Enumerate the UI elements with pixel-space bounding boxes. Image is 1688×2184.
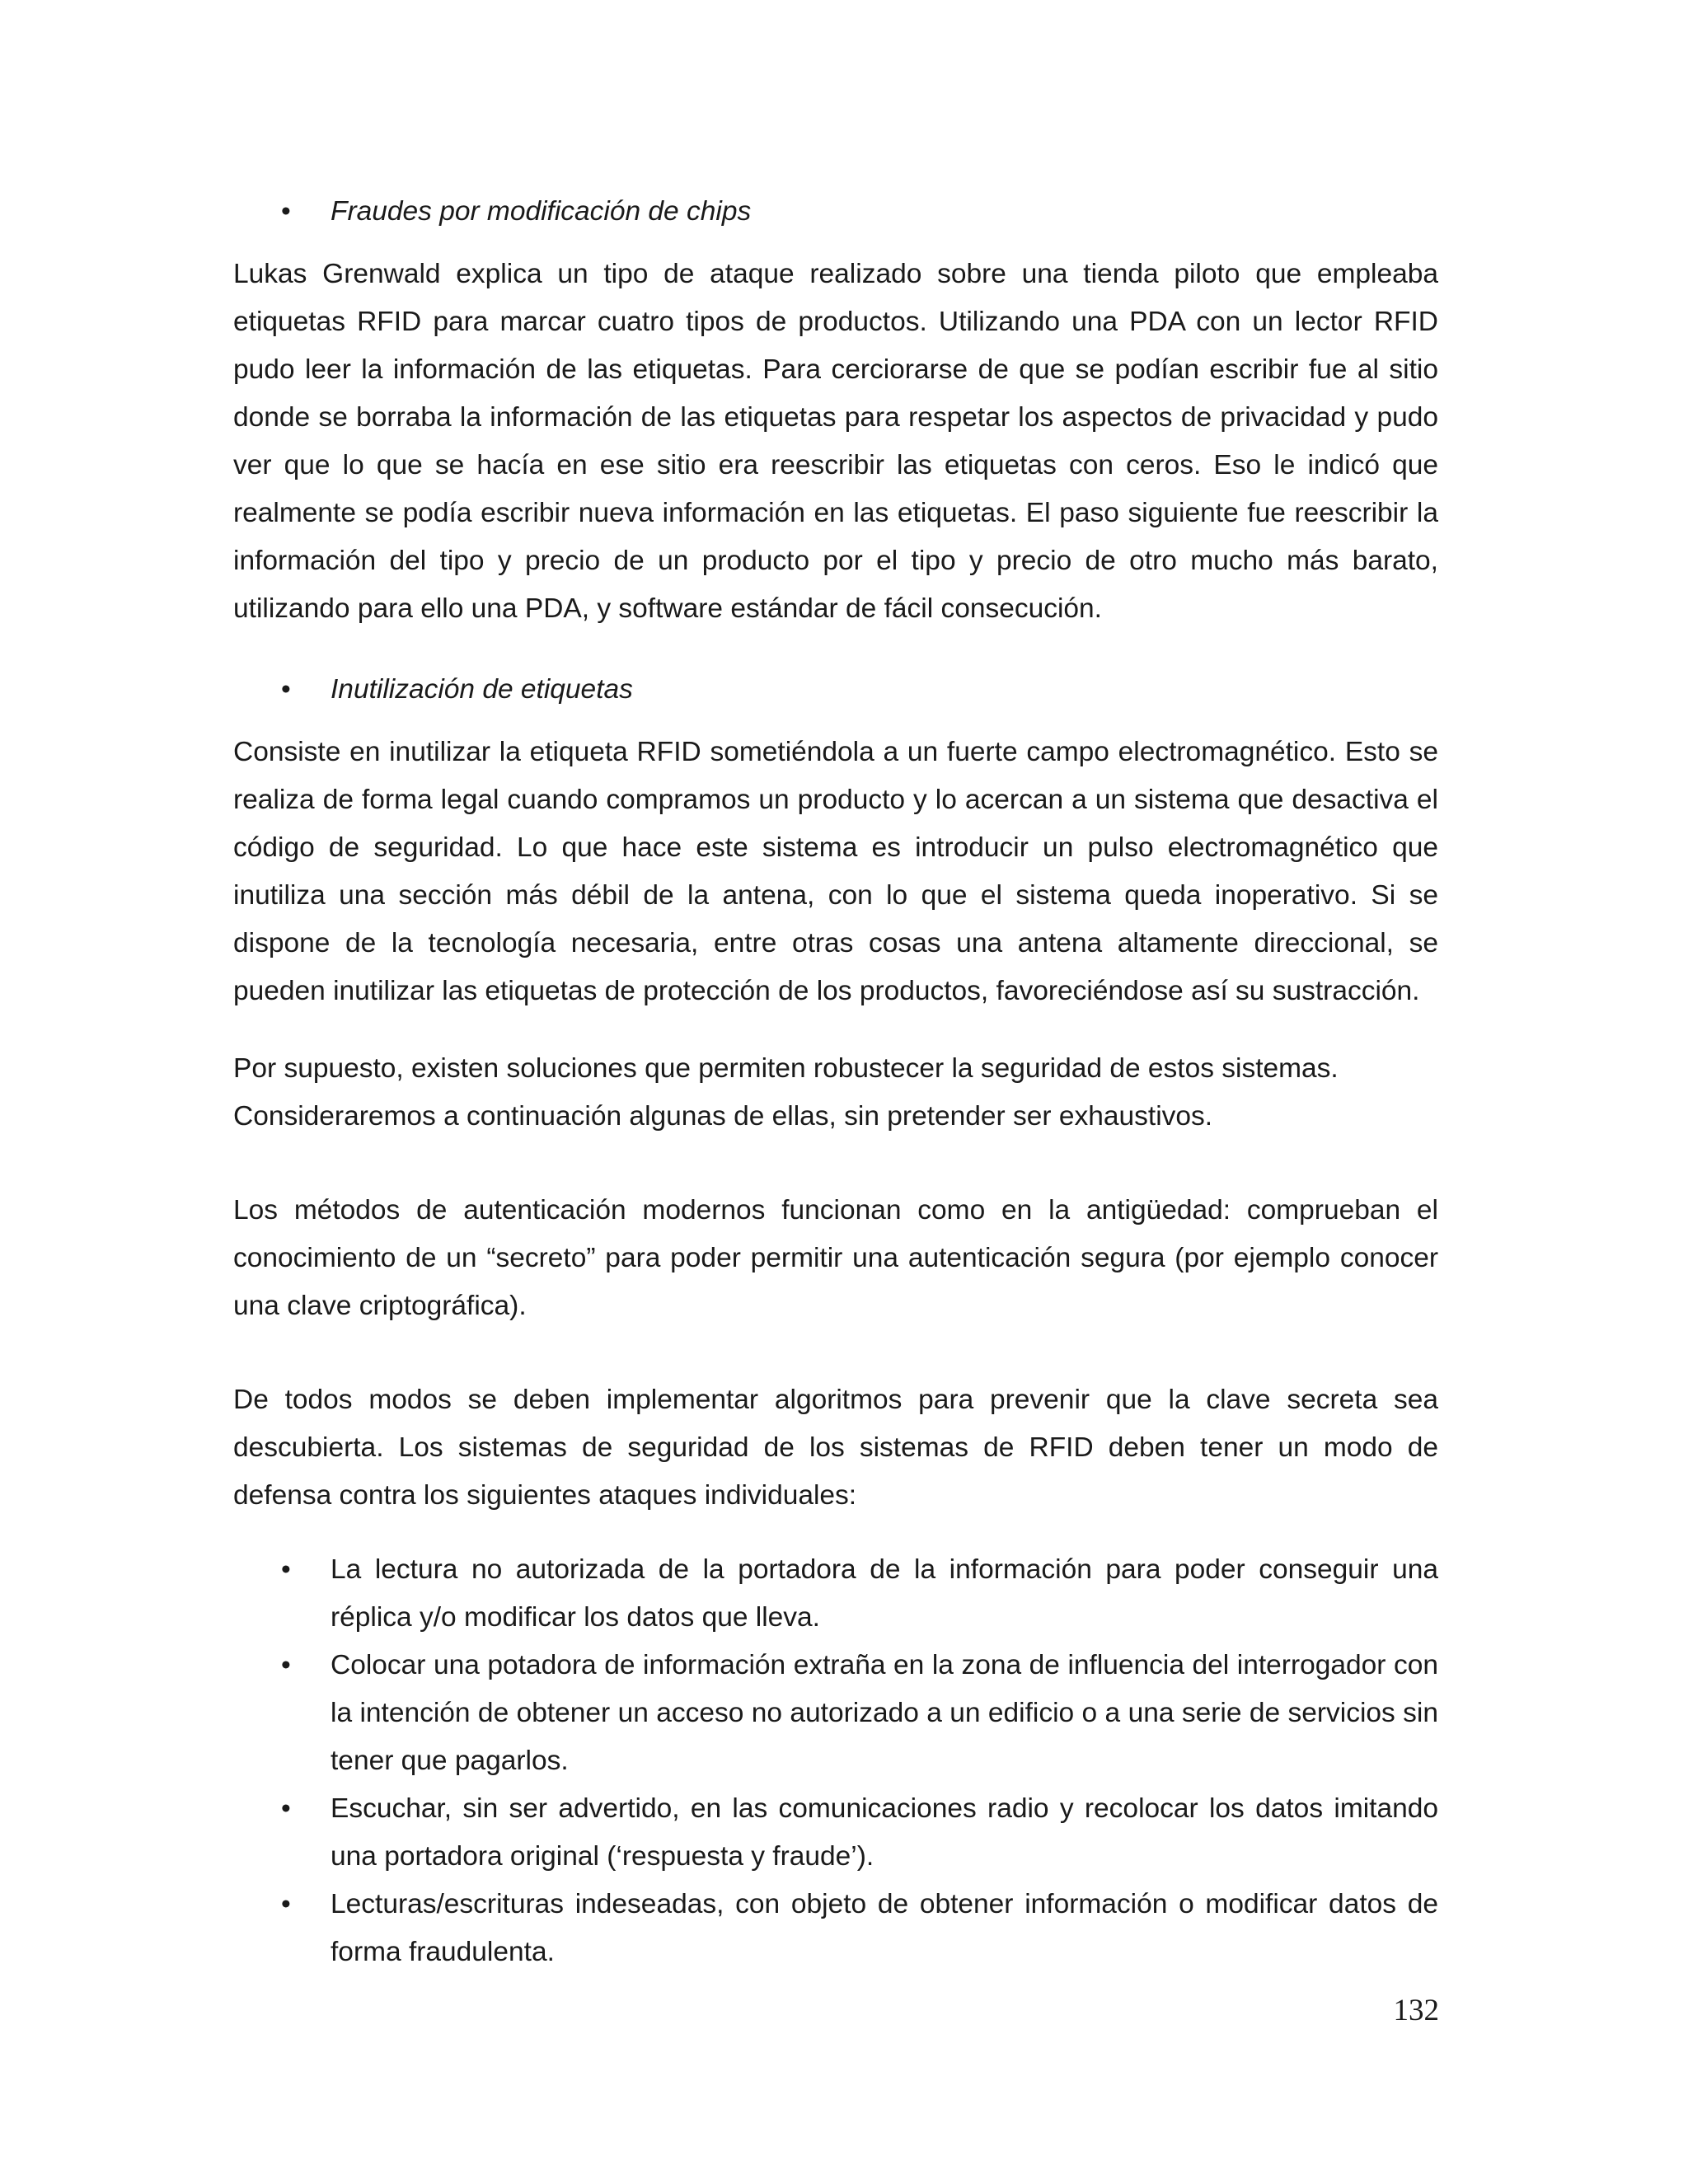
list-item-text: Escuchar, sin ser advertido, en las comunicaciones radio y recolocar los datos imitando una portadora original (‘respuesta y fraude’). (331, 1793, 1438, 1872)
list-item (233, 1546, 1438, 1642)
section-heading-inutilizacion (233, 666, 1438, 714)
paragraph-line: Consideraremos a continuación algunas de ellas, sin pretender ser exhaustivos. (233, 1101, 1213, 1132)
list-item-text: Colocar una potadora de información extraña en la zona de influencia del interrogador con la intención de obtener un acceso no autorizado a un edificio o a una serie de servicios sin tener que pagarlos. (331, 1650, 1438, 1776)
heading-text: Fraudes por modificación de chips (331, 196, 752, 227)
list-item-text: Lecturas/escrituras indeseadas, con objeto de obtener información o modificar datos de forma fraudulenta. (331, 1889, 1438, 1967)
bullet-icon: • (281, 1793, 291, 1824)
page-number: 132 (1393, 1994, 1439, 2027)
bullet-icon: • (281, 1889, 291, 1919)
bullet-icon: • (281, 1650, 291, 1680)
bullet-icon: • (281, 1554, 291, 1585)
section-heading-fraudes (233, 188, 1438, 236)
bullet-icon: • (281, 196, 291, 227)
page-content (233, 188, 1438, 1976)
paragraph-ataques: De todos modos se deben implementar algoritmos para prevenir que la clave secreta sea descubierta. Los sistemas de seguridad de los sistemas de RFID deben tener un modo de defensa contra los siguientes ataques individuales: (233, 1385, 1438, 1511)
list-item (233, 1785, 1438, 1881)
attack-list (233, 1546, 1438, 1976)
paragraph-autenticacion: Los métodos de autenticación modernos funcionan como en la antigüedad: comprueban el conocimiento de un “secreto” para poder permitir una autenticación segura (por ejemplo conocer una clave criptográfica). (233, 1195, 1438, 1321)
list-item (233, 1642, 1438, 1785)
bullet-icon: • (281, 674, 291, 705)
list-item-text: La lectura no autorizada de la portadora de la información para poder conseguir una réplica y/o modificar los datos que lleva. (331, 1554, 1438, 1633)
paragraph-soluciones (233, 1045, 1438, 1141)
list-item (233, 1881, 1438, 1976)
paragraph-fraudes: Lukas Grenwald explica un tipo de ataque realizado sobre una tienda piloto que empleaba etiquetas RFID para marcar cuatro tipos de productos. Utilizando una PDA con un lector RFID pudo leer la información de las etiquetas. Para cerciorarse de que se podían escribir fue al sitio donde se borraba la información de las etiquetas para respetar los aspectos de privacidad y pudo ver que lo que se hacía en ese sitio era reescribir las etiquetas con ceros. Eso le indicó que realmente se podía escribir nueva información en las etiquetas. El paso siguiente fue reescribir la información del tipo y precio de un producto por el tipo y precio de otro mucho más barato, utilizando para ello una PDA, y software estándar de fácil consecución. (233, 259, 1438, 624)
paragraph-inutilizacion: Consiste en inutilizar la etiqueta RFID sometiéndola a un fuerte campo electromagnético. Esto se realiza de forma legal cuando compramos un producto y lo acercan a un sistema que desactiva el código de seguridad. Lo que hace este sistema es introducir un pulso electromagnético que inutiliza una sección más débil de la antena, con lo que el sistema queda inoperativo. Si se dispone de la tecnología necesaria, entre otras cosas una antena altamente direccional, se pueden inutilizar las etiquetas de protección de los productos, favoreciéndose así su sustracción. (233, 737, 1438, 1006)
heading-text: Inutilización de etiquetas (331, 674, 633, 705)
paragraph-line: Por supuesto, existen soluciones que permiten robustecer la seguridad de estos sistemas. (233, 1053, 1339, 1084)
